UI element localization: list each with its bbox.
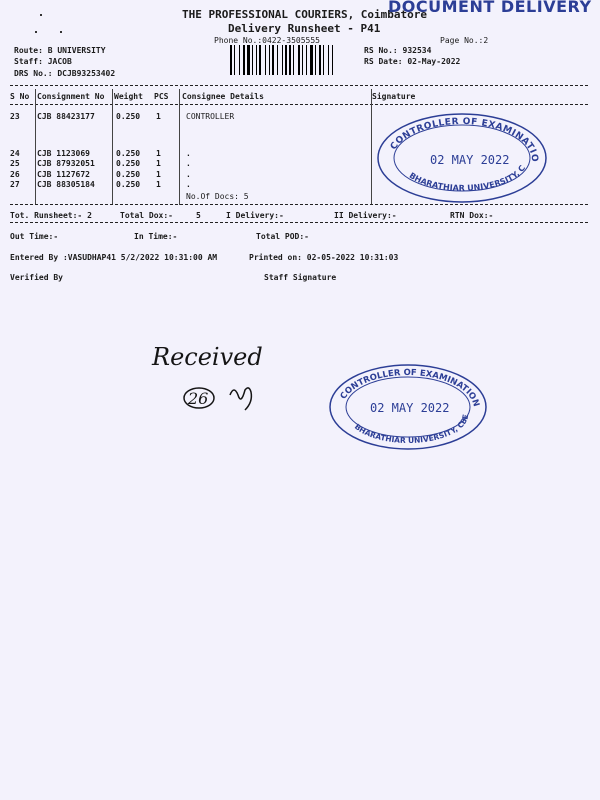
col-consignee: Consignee Details bbox=[182, 92, 264, 101]
stamp-outer-text: CONTROLLER OF EXAMINATIO bbox=[388, 116, 540, 163]
stamp-bottom-text-2: BHARATHIAR UNIVERSITY, CBE bbox=[352, 413, 471, 446]
column-rule bbox=[112, 89, 113, 205]
row-consignment: CJB 87932051 bbox=[37, 159, 95, 168]
barcode-bar bbox=[256, 45, 257, 75]
printed-on: Printed on: 02-05-2022 10:31:03 bbox=[249, 253, 399, 262]
row-details: . bbox=[186, 180, 191, 189]
divider bbox=[10, 85, 588, 86]
row-weight: 0.250 bbox=[116, 170, 141, 179]
stamp-date: 02 MAY 2022 bbox=[430, 153, 510, 167]
barcode-bar bbox=[302, 45, 303, 75]
row-pcs: 1 bbox=[156, 149, 161, 158]
route: Route: B UNIVERSITY bbox=[14, 46, 106, 55]
total-pod: Total POD:- bbox=[256, 232, 309, 241]
barcode-bar bbox=[239, 45, 240, 75]
total-runsheet: Tot. Runsheet:- 2 bbox=[10, 211, 92, 220]
drs-number: DRS No.: DCJB93253402 bbox=[14, 69, 116, 78]
stamp-date-2: 02 MAY 2022 bbox=[370, 401, 450, 415]
handwritten-received bbox=[150, 335, 290, 419]
col-sno: S No bbox=[10, 92, 30, 101]
row-pcs: 1 bbox=[156, 159, 161, 168]
column-rule bbox=[179, 89, 180, 205]
row-sno: 24 bbox=[10, 149, 20, 158]
rs-number: RS No.: 932534 bbox=[364, 46, 432, 55]
i-delivery: I Delivery:- bbox=[226, 211, 284, 220]
barcode-bar bbox=[319, 45, 321, 75]
barcode-bar bbox=[230, 45, 232, 75]
phone-number: Phone No.:0422-3505555 bbox=[214, 36, 320, 45]
barcode-bar bbox=[259, 45, 261, 75]
row-details: . bbox=[186, 159, 191, 168]
col-pcs: PCS bbox=[154, 92, 169, 101]
stamp-outer-text-2: CONTROLLER OF EXAMINATION bbox=[338, 367, 481, 408]
row-pcs: 1 bbox=[156, 170, 161, 179]
barcode-bar bbox=[277, 45, 278, 75]
stamp-ellipse bbox=[370, 108, 550, 208]
row-sno: 23 bbox=[10, 112, 20, 121]
row-weight: 0.250 bbox=[116, 149, 141, 158]
university-stamp-2 bbox=[326, 355, 506, 455]
initials-scribble bbox=[230, 388, 251, 410]
col-weight: Weight bbox=[114, 92, 143, 101]
out-time: Out Time:- bbox=[10, 232, 59, 241]
staff-signature: Staff Signature bbox=[264, 273, 337, 282]
in-time: In Time:- bbox=[134, 232, 178, 241]
row-consignment: CJB 1123069 bbox=[37, 149, 90, 158]
count-text: 26 bbox=[188, 389, 209, 408]
divider bbox=[10, 222, 588, 223]
rs-date: RS Date: 02-May-2022 bbox=[364, 57, 461, 66]
col-signature: Signature bbox=[372, 92, 416, 101]
speck-dot bbox=[35, 31, 37, 33]
row-consignment: CJB 88305184 bbox=[37, 180, 95, 189]
staff: Staff: JACOB bbox=[14, 57, 72, 66]
barcode-bar bbox=[332, 45, 333, 75]
row-details: . bbox=[186, 170, 191, 179]
barcode-bar bbox=[247, 45, 250, 75]
total-dox-value: 5 bbox=[196, 211, 201, 220]
barcode-bar bbox=[272, 45, 274, 75]
total-dox-label: Total Dox:- bbox=[120, 211, 173, 220]
speck-dot bbox=[40, 14, 42, 16]
barcode-bar bbox=[306, 45, 307, 75]
barcode-bar bbox=[323, 45, 324, 75]
column-rule bbox=[35, 89, 36, 205]
document-delivery-stamp: DOCUMENT DELIVERY bbox=[388, 0, 592, 16]
row-consignment: CJB 1127672 bbox=[37, 170, 90, 179]
svg-text:BHARATHIAR UNIVERSITY, CBE bbox=[353, 414, 470, 445]
barcode-bar bbox=[234, 45, 235, 75]
row-sno: 27 bbox=[10, 180, 20, 189]
entered-by: Entered By :VASUDHAP41 5/2/2022 10:31:00 AM bbox=[10, 253, 218, 262]
row-details: CONTROLLER bbox=[186, 112, 235, 121]
barcode-bar bbox=[243, 45, 245, 75]
barcode-bar bbox=[289, 45, 291, 75]
verified-by: Verified By bbox=[10, 273, 63, 282]
divider bbox=[10, 104, 588, 105]
runsheet-title: Delivery Runsheet - P41 bbox=[228, 22, 381, 35]
rtn-dox: RTN Dox:- bbox=[450, 211, 494, 220]
barcode-bar bbox=[252, 45, 253, 75]
barcode-bar bbox=[293, 45, 294, 75]
barcode-bar bbox=[315, 45, 316, 75]
row-consignment: CJB 88423177 bbox=[37, 112, 95, 121]
barcode bbox=[230, 45, 352, 75]
row-sno: 25 bbox=[10, 159, 20, 168]
col-consignment: Consignment No bbox=[37, 92, 105, 101]
stamp-ellipse-2 bbox=[326, 355, 506, 455]
barcode-bar bbox=[328, 45, 329, 75]
stamp-bottom-text: BHARATHIAR UNIVERSITY, C bbox=[407, 163, 528, 193]
barcode-bar bbox=[285, 45, 287, 75]
barcode-bar bbox=[282, 45, 283, 75]
no-of-docs: No.Of Docs: 5 bbox=[186, 192, 249, 201]
university-stamp bbox=[370, 108, 550, 208]
row-weight: 0.250 bbox=[116, 112, 141, 121]
company-name: THE PROFESSIONAL COURIERS, Coimbatore bbox=[182, 8, 428, 21]
row-details: . bbox=[186, 149, 191, 158]
row-weight: 0.250 bbox=[116, 159, 141, 168]
row-pcs: 1 bbox=[156, 180, 161, 189]
barcode-bar bbox=[269, 45, 270, 75]
row-sno: 26 bbox=[10, 170, 20, 179]
ii-delivery: II Delivery:- bbox=[334, 211, 397, 220]
row-weight: 0.250 bbox=[116, 180, 141, 189]
barcode-bar bbox=[265, 45, 266, 75]
page-number: Page No.:2 bbox=[440, 36, 489, 45]
row-pcs: 1 bbox=[156, 112, 161, 121]
barcode-bar bbox=[298, 45, 300, 75]
speck-dot bbox=[60, 31, 62, 33]
barcode-bar bbox=[310, 45, 313, 75]
received-text: Received bbox=[152, 343, 263, 371]
